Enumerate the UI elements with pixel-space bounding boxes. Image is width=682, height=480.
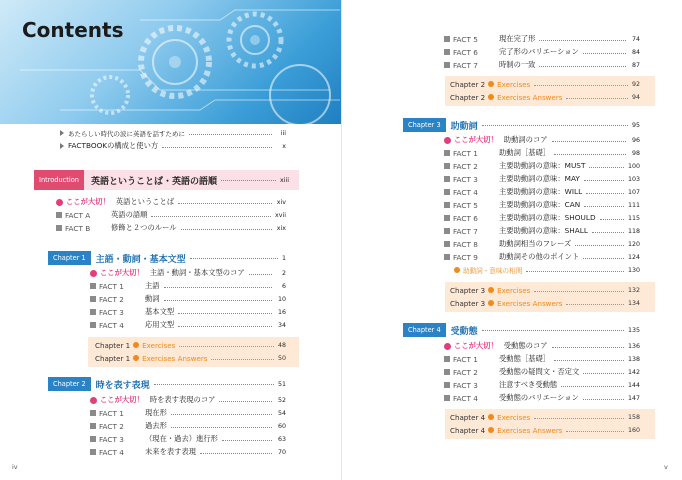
square-bullet-icon xyxy=(90,322,96,328)
exercise-label: Exercises Answers xyxy=(142,353,208,363)
square-bullet-icon xyxy=(444,369,450,375)
toc-row[interactable] xyxy=(444,46,640,58)
fact-tag: FACT 3 xyxy=(453,174,478,184)
dot-leader xyxy=(566,304,624,305)
orange-dot-icon xyxy=(488,94,494,100)
toc-row[interactable] xyxy=(56,222,286,234)
fact-tag: FACT 6 xyxy=(453,213,478,223)
toc-label: 主要助動詞の意味：WILL xyxy=(499,187,583,196)
dot-leader xyxy=(178,313,272,314)
page-number: 158 xyxy=(627,413,640,421)
exercises-row[interactable] xyxy=(450,91,640,103)
dot-leader xyxy=(586,193,624,194)
dot-leader xyxy=(200,453,272,454)
toc-label: 主要助動詞の意味：SHOULD xyxy=(499,213,596,222)
important-tag: ここが大切！ xyxy=(100,395,144,404)
square-bullet-icon xyxy=(90,423,96,429)
important-tag: ここが大切！ xyxy=(454,341,498,350)
square-bullet-icon xyxy=(444,49,450,55)
dot-leader xyxy=(219,401,272,402)
page-number: 136 xyxy=(627,342,640,350)
introduction-badge: Introduction xyxy=(34,170,84,190)
dot-leader xyxy=(583,258,624,259)
toc-label: 修飾と２つのルール xyxy=(111,223,177,232)
square-bullet-icon xyxy=(90,436,96,442)
dot-leader xyxy=(171,427,272,428)
toc-label: 完了形のバリエーション xyxy=(499,47,579,56)
page-number: 138 xyxy=(627,355,640,363)
dot-leader xyxy=(189,134,272,135)
exercise-label: Exercises xyxy=(142,340,176,350)
square-bullet-icon xyxy=(56,212,62,218)
page-number: 84 xyxy=(631,48,640,56)
page-number: 10 xyxy=(277,295,286,303)
toc-label: 注意すべき受動態 xyxy=(499,380,558,389)
chapter-title: 受動態 xyxy=(450,326,478,337)
toc-label: 助動詞［基礎］ xyxy=(499,148,551,157)
dot-leader xyxy=(554,154,626,155)
toc-row[interactable] xyxy=(90,394,286,406)
dot-leader xyxy=(575,245,624,246)
dot-leader xyxy=(151,216,271,217)
toc-label: 主語 xyxy=(145,281,160,290)
toc-label: 主語・動詞・基本文型のコア xyxy=(149,268,245,277)
toc-label: 現在完了形 xyxy=(499,34,536,43)
square-bullet-icon xyxy=(444,36,450,42)
toc-label: 受動態のコア xyxy=(503,341,548,350)
page-number: 96 xyxy=(631,136,640,144)
dot-leader xyxy=(534,418,624,419)
square-bullet-icon xyxy=(90,296,96,302)
page-number: 135 xyxy=(627,326,640,334)
square-bullet-icon xyxy=(90,283,96,289)
dot-leader xyxy=(539,40,626,41)
page-number: iii xyxy=(280,129,286,137)
toc-row[interactable] xyxy=(444,59,640,71)
toc-row[interactable] xyxy=(90,293,286,305)
fact-tag: FACT 2 xyxy=(99,294,124,304)
toc-row[interactable] xyxy=(56,196,286,208)
exercise-label: Exercises xyxy=(497,79,531,89)
page-number: 60 xyxy=(277,422,286,430)
square-bullet-icon xyxy=(444,228,450,234)
dot-leader xyxy=(482,330,624,331)
page-number: xvii xyxy=(275,211,286,219)
toc-row[interactable] xyxy=(444,392,640,404)
fact-tag: FACT 1 xyxy=(99,408,124,418)
fact-tag: FACT 9 xyxy=(453,252,478,262)
dot-leader xyxy=(171,414,272,415)
toc-row[interactable] xyxy=(444,353,640,365)
exercise-chapter: Chapter 2 xyxy=(450,79,486,89)
fact-tag: FACT 2 xyxy=(453,367,478,377)
toc-row[interactable] xyxy=(444,147,640,159)
exercise-chapter: Chapter 1 xyxy=(95,353,131,363)
toc-label: 過去形 xyxy=(145,421,167,430)
fact-tag: FACT 1 xyxy=(99,281,124,291)
toc-label: 助動詞その他のポイント xyxy=(499,252,580,261)
dot-leader xyxy=(221,180,276,181)
page-number: 115 xyxy=(627,214,640,222)
fact-tag: FACT 3 xyxy=(453,380,478,390)
chapter-badge: Chapter 4 xyxy=(403,323,446,337)
chapter-title: 時を表す表現 xyxy=(95,380,150,391)
contents-title: Contents xyxy=(22,18,124,42)
pink-dot-icon xyxy=(444,137,451,144)
toc-row[interactable] xyxy=(90,407,286,419)
square-bullet-icon xyxy=(444,382,450,388)
toc-row[interactable] xyxy=(444,340,640,352)
toc-label: 主要助動詞の意味：SHALL xyxy=(499,226,588,235)
toc-label: 主要助動詞の意味：MUST xyxy=(499,161,586,170)
dot-leader xyxy=(584,180,624,181)
toc-row[interactable] xyxy=(90,319,286,331)
toc-label: 時制の一致 xyxy=(499,60,536,69)
toc-row[interactable] xyxy=(90,446,286,458)
toc-label: 主要助動詞の意味：MAY xyxy=(499,174,580,183)
fact-tag: FACT 4 xyxy=(453,393,478,403)
page-number: 111 xyxy=(627,201,640,209)
fact-tag: FACT 4 xyxy=(99,320,124,330)
page-number: 95 xyxy=(631,121,640,129)
page-number: 103 xyxy=(627,175,640,183)
exercises-row[interactable] xyxy=(450,297,640,309)
page-number: 107 xyxy=(627,188,640,196)
dot-leader xyxy=(154,384,274,385)
dot-leader xyxy=(583,53,626,54)
toc-label: 受動態のバリエーション xyxy=(499,393,579,402)
dot-leader xyxy=(222,440,272,441)
toc-row[interactable] xyxy=(444,199,640,211)
fact-tag: FACT 5 xyxy=(453,200,478,210)
exercises-row[interactable] xyxy=(95,339,286,351)
fact-tag: FACT 3 xyxy=(99,307,124,317)
square-bullet-icon xyxy=(444,202,450,208)
toc-label: 助動詞相当のフレーズ xyxy=(499,239,572,248)
toc-label: 現在形 xyxy=(145,408,167,417)
page-number: 63 xyxy=(277,435,286,443)
exercise-label: Exercises Answers xyxy=(497,425,563,435)
fact-tag: FACT 8 xyxy=(453,239,478,249)
page-number: 16 xyxy=(277,308,286,316)
exercise-chapter: Chapter 4 xyxy=(450,425,486,435)
page-number: 51 xyxy=(277,380,286,388)
exercise-chapter: Chapter 3 xyxy=(450,285,486,295)
toc-row[interactable] xyxy=(444,225,640,237)
exercise-label: Exercises xyxy=(497,285,531,295)
dot-leader xyxy=(592,232,624,233)
fact-tag: FACT 1 xyxy=(453,148,478,158)
triangle-bullet-icon xyxy=(60,130,64,136)
fact-tag: FACT 6 xyxy=(453,47,478,57)
dot-leader xyxy=(534,291,624,292)
toc-row[interactable] xyxy=(444,238,640,250)
dot-leader xyxy=(566,431,624,432)
dot-leader xyxy=(162,147,272,148)
dot-leader xyxy=(584,206,624,207)
toc-row[interactable] xyxy=(90,433,286,445)
toc-label: 時を表す表現のコア xyxy=(149,395,216,404)
dot-leader xyxy=(190,258,278,259)
square-bullet-icon xyxy=(90,309,96,315)
chapter-2-heading[interactable] xyxy=(48,377,286,391)
dot-leader xyxy=(566,98,628,99)
introduction-heading[interactable] xyxy=(34,170,299,190)
square-bullet-icon xyxy=(444,241,450,247)
gutter-divider xyxy=(341,0,342,480)
fact-tag: FACT 2 xyxy=(453,161,478,171)
dot-leader xyxy=(482,125,628,126)
toc-row[interactable] xyxy=(444,134,640,146)
pink-dot-icon xyxy=(56,199,63,206)
square-bullet-icon xyxy=(444,215,450,221)
square-bullet-icon xyxy=(444,356,450,362)
fact-tag: FACT B xyxy=(65,223,91,233)
toc-label: 動詞 xyxy=(145,294,160,303)
square-bullet-icon xyxy=(444,189,450,195)
toc-label: 助動詞のコア xyxy=(503,135,548,144)
toc-row[interactable] xyxy=(444,186,640,198)
toc-label: 受動態［基礎］ xyxy=(499,354,551,363)
exercises-row[interactable] xyxy=(450,78,640,90)
exercises-row[interactable] xyxy=(450,424,640,436)
page-folio-left: iv xyxy=(12,463,18,471)
dot-leader xyxy=(526,271,624,272)
page-number: 100 xyxy=(627,162,640,170)
page-number: x xyxy=(282,142,286,150)
exercise-label: Exercises Answers xyxy=(497,92,563,102)
page-number: 34 xyxy=(277,321,286,329)
chapter-title: 主語・動詞・基本文型 xyxy=(95,254,186,265)
toc-row[interactable] xyxy=(444,173,640,185)
square-bullet-icon xyxy=(444,163,450,169)
page-number: 87 xyxy=(631,61,640,69)
page-number: 142 xyxy=(627,368,640,376)
dot-leader xyxy=(561,386,624,387)
dot-leader xyxy=(539,66,626,67)
page-number: 160 xyxy=(627,426,640,434)
dot-leader xyxy=(554,360,624,361)
chapter-3-heading[interactable] xyxy=(403,118,640,132)
page-number: 94 xyxy=(631,93,640,101)
dot-leader xyxy=(552,347,624,348)
dot-leader xyxy=(179,346,274,347)
toc-label: （現在・過去）進行形 xyxy=(145,434,218,443)
page-number: xiii xyxy=(280,176,289,184)
exercise-chapter: Chapter 1 xyxy=(95,340,131,350)
toc-label: 応用文型 xyxy=(145,320,175,329)
fact-tag: FACT 2 xyxy=(99,421,124,431)
dot-leader xyxy=(164,287,272,288)
orange-dot-icon xyxy=(133,355,139,361)
page-number: 124 xyxy=(627,253,640,261)
dot-leader xyxy=(583,399,624,400)
toc-row[interactable] xyxy=(444,212,640,224)
orange-dot-icon xyxy=(133,342,139,348)
dot-leader xyxy=(600,219,624,220)
chapter-badge: Chapter 1 xyxy=(48,251,91,265)
toc-row[interactable] xyxy=(444,251,640,263)
toc-label: あたらしい時代の波に英語を話すために xyxy=(68,129,185,138)
page-number: 2 xyxy=(281,269,286,277)
toc-row[interactable] xyxy=(60,140,286,152)
pink-dot-icon xyxy=(90,270,97,277)
toc-row[interactable] xyxy=(444,160,640,172)
page-number: xix xyxy=(276,224,286,232)
orange-dot-icon xyxy=(488,287,494,293)
square-bullet-icon xyxy=(444,150,450,156)
dot-leader xyxy=(583,373,624,374)
toc-label: 英語ということば xyxy=(115,197,175,206)
toc-label: 主要助動詞の意味：CAN xyxy=(499,200,581,209)
page-number: 118 xyxy=(627,227,640,235)
chapter-badge: Chapter 2 xyxy=(48,377,91,391)
toc-row[interactable] xyxy=(444,379,640,391)
page-number: 120 xyxy=(627,240,640,248)
dot-leader xyxy=(164,300,272,301)
page-number: 74 xyxy=(631,35,640,43)
fact-tag: FACT 4 xyxy=(99,447,124,457)
exercise-chapter: Chapter 4 xyxy=(450,412,486,422)
chapter-badge: Chapter 3 xyxy=(403,118,446,132)
introduction-title: 英語ということば・英語の語順 xyxy=(90,176,217,187)
fact-tag: FACT 5 xyxy=(453,34,478,44)
exercise-label: Exercises Answers xyxy=(497,298,563,308)
orange-dot-icon xyxy=(488,300,494,306)
orange-dot-icon xyxy=(488,81,494,87)
fact-tag: FACT 7 xyxy=(453,60,478,70)
dot-leader xyxy=(211,359,274,360)
page-number: xiv xyxy=(276,198,286,206)
page-number: 92 xyxy=(631,80,640,88)
page-number: 147 xyxy=(627,394,640,402)
pink-dot-icon xyxy=(90,397,97,404)
dot-leader xyxy=(589,167,624,168)
orange-dot-icon xyxy=(454,267,460,273)
toc-label: 受動態の疑問文・否定文 xyxy=(499,367,580,376)
chapter-title: 助動詞 xyxy=(450,121,478,132)
dot-leader xyxy=(249,274,272,275)
chapter-1-heading[interactable] xyxy=(48,251,286,265)
page-number: 132 xyxy=(627,286,640,294)
exercise-chapter: Chapter 2 xyxy=(450,92,486,102)
exercise-chapter: Chapter 3 xyxy=(450,298,486,308)
page-folio-right: v xyxy=(664,463,668,471)
dot-leader xyxy=(552,141,626,142)
page-number: 1 xyxy=(281,254,286,262)
page-number: 54 xyxy=(277,409,286,417)
toc-row[interactable] xyxy=(454,264,640,276)
page-number: 52 xyxy=(277,396,286,404)
square-bullet-icon xyxy=(444,254,450,260)
toc-row[interactable] xyxy=(56,209,286,221)
toc-label: 基本文型 xyxy=(145,307,175,316)
square-bullet-icon xyxy=(90,449,96,455)
important-tag: ここが大切！ xyxy=(454,135,498,144)
fact-tag: FACT 3 xyxy=(99,434,124,444)
page-number: 134 xyxy=(627,299,640,307)
page-number: 6 xyxy=(281,282,286,290)
square-bullet-icon xyxy=(56,225,62,231)
page-number: 70 xyxy=(277,448,286,456)
fact-tag: FACT 4 xyxy=(453,187,478,197)
fact-tag: FACT 1 xyxy=(453,354,478,364)
page-number: 50 xyxy=(277,354,286,362)
page-number: 98 xyxy=(631,149,640,157)
toc-row[interactable] xyxy=(444,366,640,378)
exercises-row[interactable] xyxy=(450,284,640,296)
toc-label: 助動詞・意味の相関 xyxy=(463,267,523,275)
toc-label: 英語の語順 xyxy=(111,210,148,219)
square-bullet-icon xyxy=(444,395,450,401)
page-number: 48 xyxy=(277,341,286,349)
square-bullet-icon xyxy=(444,176,450,182)
important-tag: ここが大切！ xyxy=(66,197,110,206)
dot-leader xyxy=(178,326,272,327)
toc-row[interactable] xyxy=(90,306,286,318)
contents-banner xyxy=(0,0,341,124)
toc-row[interactable] xyxy=(60,127,286,139)
toc-row[interactable] xyxy=(90,280,286,292)
toc-row[interactable] xyxy=(444,33,640,45)
triangle-bullet-icon xyxy=(60,143,64,149)
important-tag: ここが大切！ xyxy=(100,268,144,277)
fact-tag: FACT 7 xyxy=(453,226,478,236)
fact-tag: FACT A xyxy=(65,210,91,220)
dot-leader xyxy=(534,85,628,86)
pink-dot-icon xyxy=(444,343,451,350)
dot-leader xyxy=(178,203,272,204)
toc-label: 未来を表す表現 xyxy=(145,447,197,456)
page-number: 130 xyxy=(627,266,640,274)
page-number: 144 xyxy=(627,381,640,389)
orange-dot-icon xyxy=(488,414,494,420)
exercises-row[interactable] xyxy=(95,352,286,364)
exercises-row[interactable] xyxy=(450,411,640,423)
dot-leader xyxy=(181,229,272,230)
chapter-4-heading[interactable] xyxy=(403,323,640,337)
toc-row[interactable] xyxy=(90,420,286,432)
toc-row[interactable] xyxy=(90,267,286,279)
square-bullet-icon xyxy=(90,410,96,416)
orange-dot-icon xyxy=(488,427,494,433)
square-bullet-icon xyxy=(444,62,450,68)
toc-label: FACTBOOKの構成と使い方 xyxy=(68,141,159,150)
exercise-label: Exercises xyxy=(497,412,531,422)
